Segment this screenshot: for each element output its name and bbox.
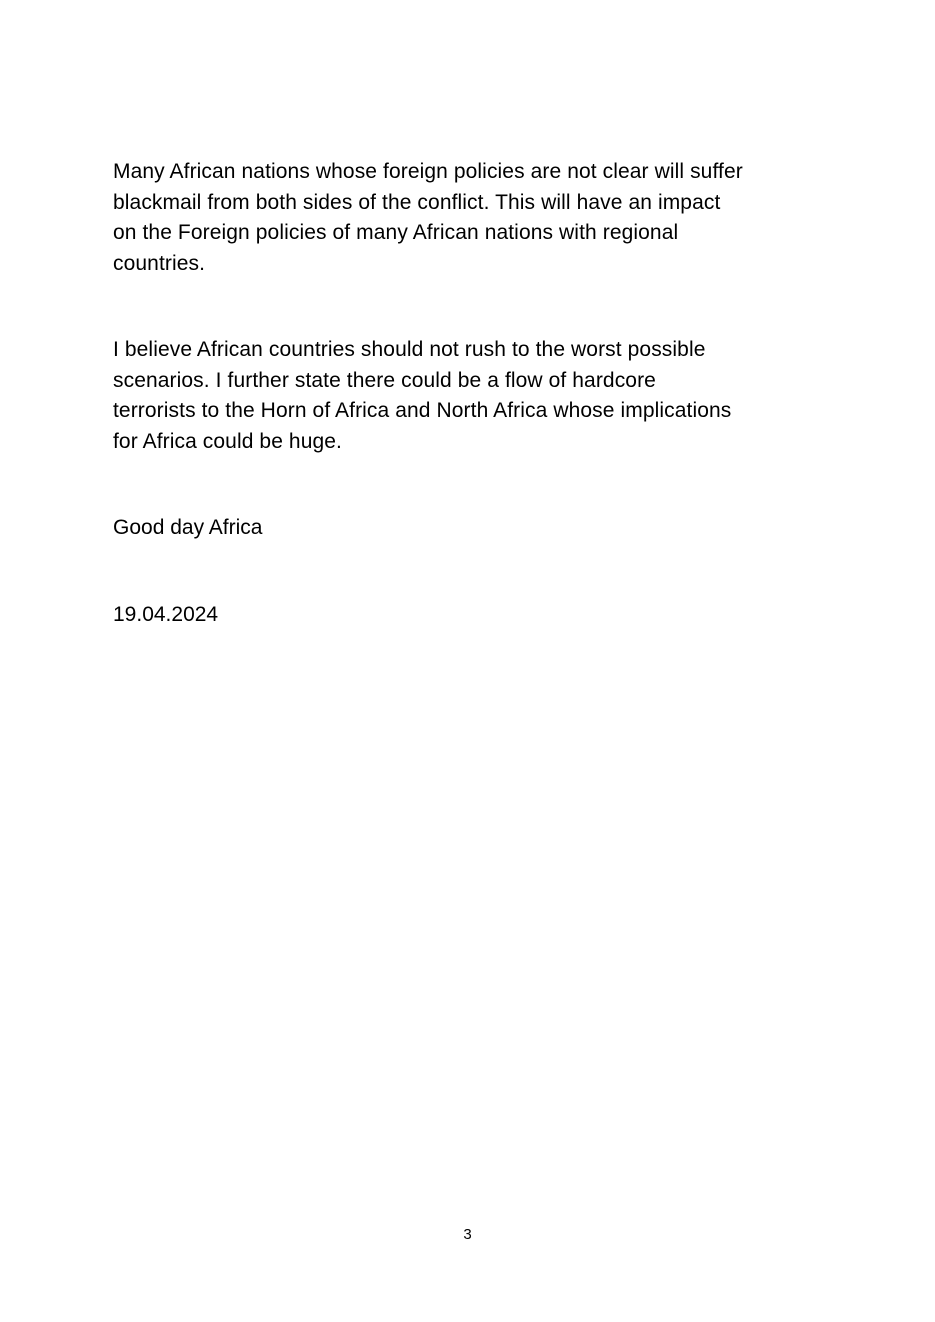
paragraph-1-line-4: countries. — [113, 251, 206, 275]
page-content — [113, 157, 873, 686]
paragraph-2-line-2: scenarios. I further state there could be a flow of hardcore — [113, 368, 656, 392]
page-number: 3 — [463, 1226, 472, 1243]
paragraph-2-line-4: for Africa could be huge. — [113, 429, 342, 453]
document-date: 19.04.2024 — [113, 602, 219, 626]
paragraph-2-line-3: terrorists to the Horn of Africa and North Africa whose implications — [113, 399, 732, 422]
signoff-text: Good day Africa — [113, 516, 263, 539]
paragraph-1-line-1: Many African nations whose foreign policies are not clear will suffer — [113, 160, 743, 183]
paragraph-1 — [113, 157, 873, 279]
paragraph-1-line-3: on the Foreign policies of many African nations with regional — [113, 221, 679, 244]
paragraph-2-line-1: I believe African countries should not rush to the worst possible — [113, 338, 706, 361]
paragraph-1-line-2: blackmail from both sides of the conflict. This will have an impact — [113, 190, 721, 214]
paragraph-2 — [113, 335, 873, 457]
